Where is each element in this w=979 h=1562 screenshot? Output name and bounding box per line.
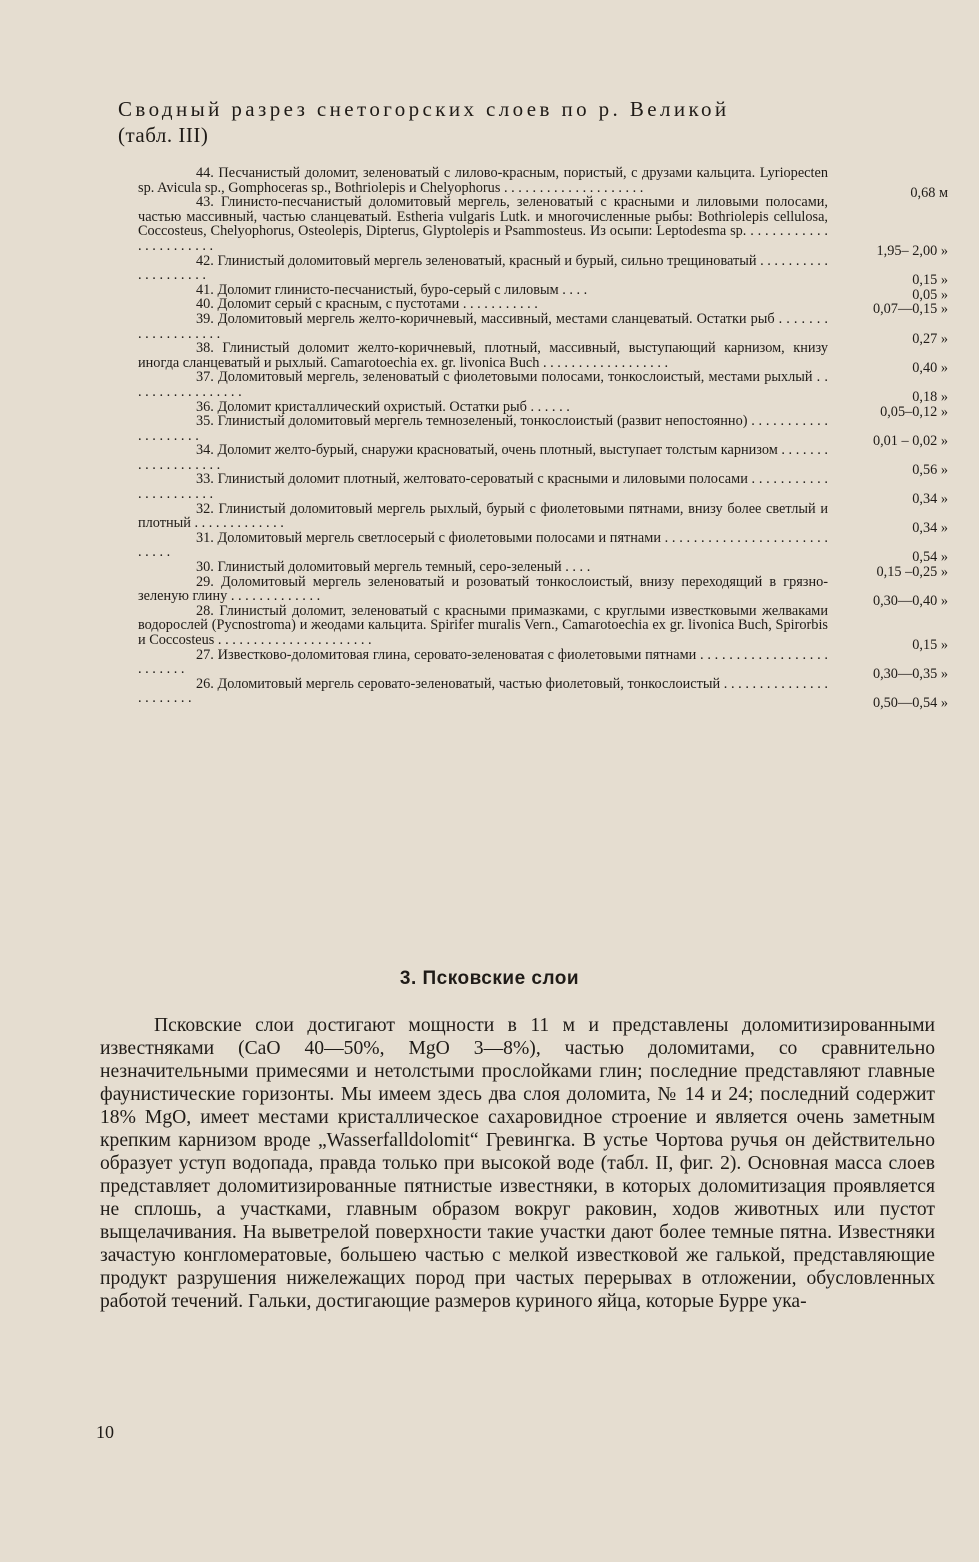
layer-description: 31. Доломитовый мергель светлосерый с фиолетовыми полосами и пятнами . . . . . . . . . . . . . . . . . . . . . . . . . . . . <box>138 529 828 561</box>
layer-entry <box>138 369 948 405</box>
layer-entry <box>138 602 948 653</box>
layer-thickness: 0,68 м <box>910 184 948 201</box>
layer-description: 34. Доломит желто-бурый, снаружи красноватый, очень плотный, выступает толстым карнизом . . . . . . . . . . . . . . . . . . . <box>138 442 828 473</box>
section-heading <box>118 96 948 148</box>
layer-thickness: 0,27 » <box>912 330 948 347</box>
layer-thickness: 0,01 – 0,02 » <box>872 432 948 449</box>
layer-description: 35. Глинистый доломитовый мергель темнозеленый, тонкослоистый (развит непостоянно) . . . . . . . . . . . . . . . . . . . . <box>138 413 828 444</box>
page-number: 10 <box>96 1422 114 1442</box>
layer-thickness: 0,34 » <box>912 520 948 537</box>
layer-description: 29. Доломитовый мергель зеленоватый и розоватый тонкослоистый, внизу переходящий в грязно-зеленую глину . . . . . . . . . . . . . <box>138 573 828 605</box>
layer-entry <box>138 194 948 259</box>
layer-entry <box>138 165 948 201</box>
layer-entry <box>138 471 948 508</box>
layer-description: 27. Известково-доломитовая глина, серовато-зеленоватая с фиолетовыми пятнами . . . . . . . . . . . . . . . . . . . . . . . . . <box>138 646 828 678</box>
layer-description: 37. Доломитовый мергель, зеленоватый с фиолетовыми полосами, тонкослоистый, местами рыхлый . . . . . . . . . . . . . . . . . <box>138 369 828 400</box>
section-title: 3. Псковские слои <box>399 968 580 989</box>
layer-description: 33. Глинистый доломит плотный, желтовато-сероватый с красными и лиловыми полосами . . . . . . . . . . . . . . . . . . . . . . <box>138 471 828 503</box>
layer-thickness: 0,56 » <box>912 461 948 478</box>
layer-description: 39. Доломитовый мергель желто-коричневый, массивный, местами сланцеватый. Остатки рыб . . . . . . . . . . . . . . . . . . . <box>138 310 828 342</box>
layer-entry <box>138 675 948 712</box>
layer-description: 43. Глинисто-песчанистый доломитовый мергель, зеленоватый с красными и лиловыми полосами, частью массивный, частью сланцеватый. Estheria vulgaris Lutk. и многочисленные рыбы: Bothriolepis cellulosa, Coccosteus, Chelyophorus, Osteolepis, Dipterus, Glyptolepis и Psammosteus. Из осыпи: Leptodesma sp. . . . . . . . . . . . . . . . . . . . . . . <box>138 194 828 254</box>
layer-entry <box>138 573 948 610</box>
layer-description: 32. Глинистый доломитовый мергель рыхлый, бурый с фиолетовыми пятнами, внизу более светлый и плотный . . . . . . . . . . . . . <box>138 500 828 532</box>
layer-entry <box>138 413 948 449</box>
layer-entry <box>138 398 948 420</box>
layer-description: 36. Доломит кристаллический охристый. Остатки рыб . . . . . . <box>196 398 570 415</box>
body-paragraph: Псковские слои достигают мощности в 11 м и представлены доломитизированными известняками (СаО 40—50%, MgO 3—8%), частью доломитами, со сравнительно незначительными примесями и нетолстыми прослойками глин; последние представляют главные фаунистические горизонты. Мы имеем здесь два слоя доломита, № 14 и 24; последний содержит 18% MgO, имеет местами кристаллическое сахаровидное строение и является очень заметным крепким карнизом вроде „Wasserfalldolomit“ Гревингка. В устье Чортова ручья он действительно образует уступ водопада, правда только при высокой воде (табл. II, фиг. 2). Основная масса слоев представляет доломитизированные пятнистые известняки, в которых доломитизация проявляется не сплошь, а участками, главным образом вокруг раковин, ходов животных или пустот выщелачивания. На выветрелой поверхности такие участки дают более темные пятна. Известняки зачастую конгломератовые, большею частью с мелкой известковой же галькой, представляющие продукт разрушения нижележащих пород при частых перерывах в отложении, обусловленных работой течений. Гальки, достигающие размеров куриного яйца, которые Бурре ука- <box>100 1015 935 1312</box>
layer-entry <box>138 310 948 347</box>
layer-thickness: 0,54 » <box>912 549 948 566</box>
heading-title: Сводный разрез снетогорских слоев по р. Великой <box>118 97 730 121</box>
table-reference: (табл. III) <box>118 123 209 147</box>
layer-entry <box>138 559 948 581</box>
layer-entry <box>138 252 948 289</box>
layer-entry <box>138 442 948 478</box>
layer-entry <box>138 340 948 376</box>
layer-thickness: 0,15 » <box>912 272 948 289</box>
layer-thickness: 0,07—0,15 » <box>872 301 948 318</box>
layer-description: 40. Доломит серый с красным, с пустотами . . . . . . . . . . . <box>196 296 538 313</box>
layer-list <box>138 165 948 712</box>
layer-description: 44. Песчанистый доломит, зеленоватый с лилово-красным, пористый, с друзами кальцита. Lyriopecten sp. Avicula sp., Gomphoceras sp., Bothriolepis и Chelyophorus . . . . . . . . . . . . . . . . . . . . <box>138 165 828 196</box>
layer-thickness: 1,95– 2,00 » <box>876 242 948 259</box>
layer-thickness: 0,05 » <box>912 286 948 303</box>
layer-thickness: 0,05–0,12 » <box>880 403 948 420</box>
layer-thickness: 0,30—0,35 » <box>872 666 948 683</box>
layer-description: 38. Глинистый доломит желто-коричневый, плотный, массивный, выступающий карнизом, книзу иногда сланцеватый и рыхлый. Camarotoechia ex. gr. livonica Buch . . . . . . . . . . . . . . . . . . <box>138 340 828 371</box>
layer-description: 30. Глинистый доломитовый мергель темный, серо-зеленый . . . . <box>196 559 591 576</box>
layer-description: 41. Доломит глинисто-песчанистый, буро-серый с лиловым . . . . <box>196 281 588 298</box>
layer-entry <box>138 529 948 566</box>
layer-entry <box>138 646 948 683</box>
layer-thickness: 0,15 –0,25 » <box>876 564 948 581</box>
layer-description: 26. Доломитовый мергель серовато-зеленоватый, частью фиолетовый, тонкослоистый . . . . . . . . . . . . . . . . . . . . . . . <box>138 675 828 707</box>
layer-thickness: 0,34 » <box>912 491 948 508</box>
layer-description: 42. Глинистый доломитовый мергель зеленоватый, красный и бурый, сильно трещиноватый . . . . . . . . . . . . . . . . . . . . <box>138 252 828 284</box>
layer-thickness: 0,18 » <box>912 388 948 405</box>
layer-thickness: 0,30—0,40 » <box>872 593 948 610</box>
layer-entry <box>138 296 948 318</box>
layer-thickness: 0,50—0,54 » <box>872 695 948 712</box>
layer-entry <box>138 500 948 537</box>
layer-thickness: 0,15 » <box>912 637 948 653</box>
layer-entry <box>138 281 948 303</box>
layer-thickness: 0,40 » <box>912 359 948 376</box>
layer-description: 28. Глинистый доломит, зеленоватый с красными примазками, с круглыми известковыми желваками водорослей (Pycnostroma) и жеодами кальцита. Spirifer muralis Vern., Camarotoechia ex gr. livonica Buch, Spirorbis и Coccosteus . . . . . . . . . . . . . . . . . . . . . . <box>138 602 828 648</box>
